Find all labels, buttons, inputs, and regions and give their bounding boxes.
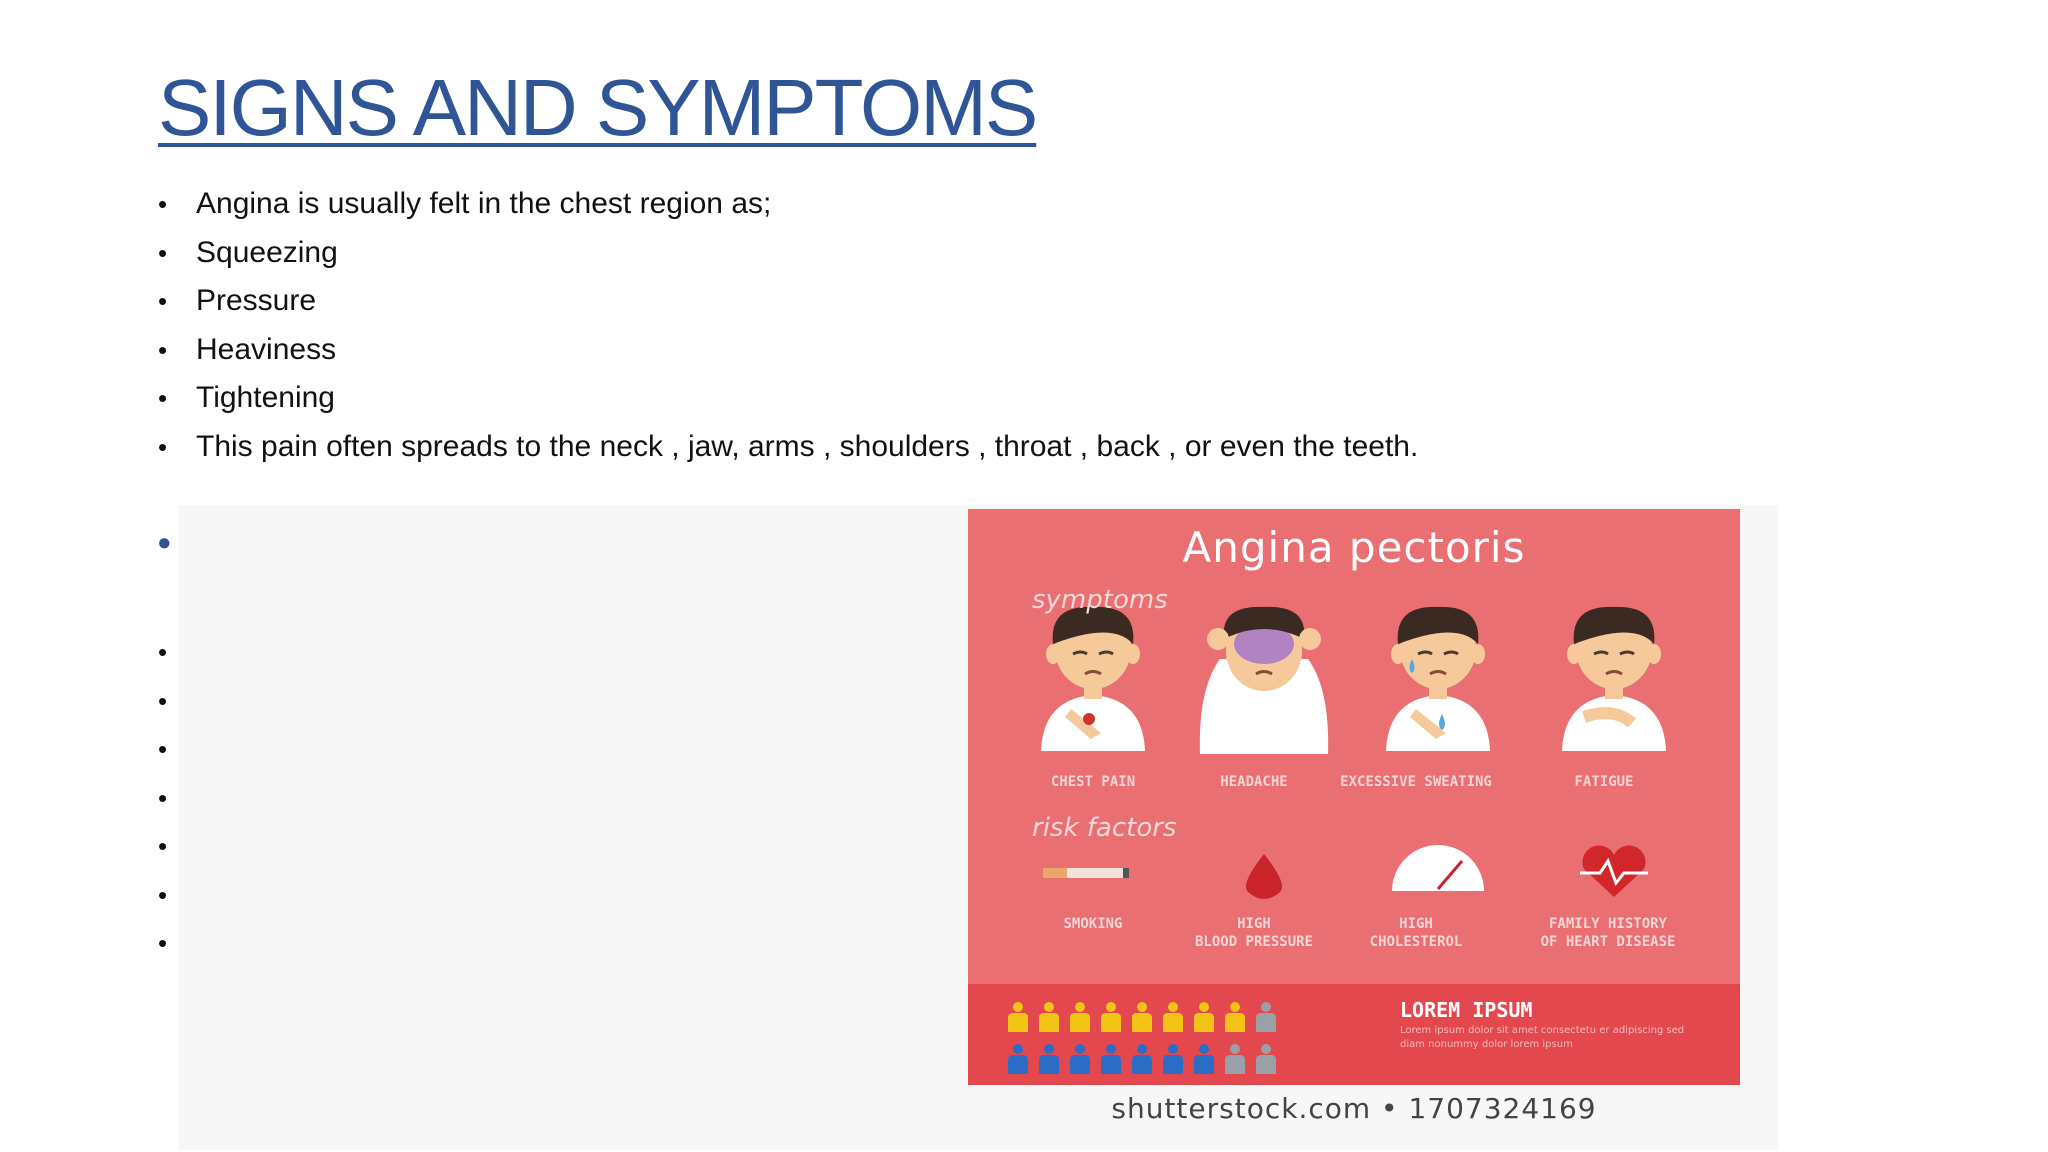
person-head	[1075, 1044, 1085, 1054]
risk-label-family-history	[1508, 915, 1708, 951]
person-body	[1163, 1055, 1183, 1074]
person-body	[1132, 1055, 1152, 1074]
main-symptom-item-text: Angina is usually felt in the chest region as;	[196, 187, 772, 220]
person-body	[1194, 1055, 1214, 1074]
bullet-glyph: •	[158, 928, 168, 958]
person-head	[1075, 1002, 1085, 1012]
person-head	[1199, 1044, 1209, 1054]
person-body	[1039, 1013, 1059, 1032]
person-head	[1168, 1002, 1178, 1012]
blood-drop-icon	[1246, 854, 1282, 899]
bullet-glyph: •	[158, 334, 168, 365]
person-body	[1256, 1013, 1276, 1032]
cigarette-filter	[1043, 868, 1067, 878]
main-symptom-item	[158, 374, 1418, 423]
main-symptom-list	[158, 180, 1418, 471]
person-body	[1101, 1055, 1121, 1074]
person-body	[1008, 1055, 1028, 1074]
person-icon	[1070, 1044, 1090, 1074]
statistics-band	[968, 984, 1740, 1085]
infographic-title: Angina pectoris	[1182, 523, 1526, 572]
person-head	[1106, 1002, 1116, 1012]
risk-label-line1: HIGH	[1399, 916, 1433, 932]
person-icon	[1070, 1002, 1090, 1032]
person-head	[1013, 1002, 1023, 1012]
bullet-glyph: •	[158, 637, 168, 667]
person-head	[1230, 1044, 1240, 1054]
person-head	[1044, 1044, 1054, 1054]
headache-figure	[1200, 607, 1328, 754]
main-symptom-item-text: Pressure	[196, 284, 317, 317]
person-icon	[1163, 1044, 1183, 1074]
person-head	[1137, 1002, 1147, 1012]
main-symptom-item	[158, 423, 1418, 472]
person-body	[1256, 1055, 1276, 1074]
bullet-glyph: •	[158, 237, 168, 268]
bullet-glyph: •	[158, 734, 168, 764]
person-icon	[1256, 1044, 1276, 1074]
person-head	[1261, 1002, 1271, 1012]
symptom-label-headache: HEADACHE	[1220, 774, 1288, 790]
risk-label-line2: CHOLESTEROL	[1369, 934, 1463, 950]
person-head	[1106, 1044, 1116, 1054]
angina-infographic	[968, 509, 1740, 1085]
ear-shape	[1647, 644, 1661, 664]
hand-shape	[1299, 628, 1321, 650]
bullet-glyph: •	[158, 189, 168, 219]
ear-shape	[1046, 644, 1060, 664]
sweating-figure	[1386, 607, 1490, 751]
gauge-face	[1392, 845, 1484, 891]
risk-label-smoking	[1003, 915, 1183, 933]
main-symptom-item-text: Heaviness	[196, 332, 337, 366]
main-symptom-item	[158, 277, 1418, 326]
person-icon	[1039, 1044, 1059, 1074]
person-head	[1168, 1044, 1178, 1054]
fatigue-figure	[1562, 607, 1666, 751]
ear-shape	[1471, 644, 1485, 664]
bullet-glyph: •	[158, 782, 168, 813]
main-symptom-item-text: Tightening	[196, 381, 335, 414]
gauge-icon	[1392, 845, 1484, 891]
person-body	[1132, 1013, 1152, 1032]
risk-label-line1: FAMILY HISTORY	[1548, 916, 1667, 932]
risk-label-line2: OF HEART DISEASE	[1540, 934, 1676, 950]
main-symptom-item	[158, 326, 1418, 375]
person-head	[1230, 1002, 1240, 1012]
ear-shape	[1391, 644, 1405, 664]
symptom-label-chest-pain: CHEST PAIN	[1050, 774, 1136, 790]
person-body	[1101, 1013, 1121, 1032]
person-head	[1261, 1044, 1271, 1054]
symptom-label-excessive-sweating: EXCESSIVE SWEATING	[1340, 774, 1492, 790]
bullet-glyph: •	[158, 831, 168, 861]
bullet-glyph: •	[158, 286, 168, 316]
blood-drop-shape	[1246, 854, 1282, 899]
person-body	[1070, 1013, 1090, 1032]
person-icon	[1039, 1002, 1059, 1032]
statistic-body: Lorem ipsum dolor sit amet consectetu er adipiscing sed diam nonummy dolor lorem ipsum	[1400, 1025, 1685, 1050]
person-icon	[1256, 1002, 1276, 1032]
bullet-glyph: •	[158, 879, 168, 910]
chest-pain-figure	[1041, 607, 1145, 751]
person-body	[1039, 1055, 1059, 1074]
risk-label-line2: BLOOD PRESSURE	[1194, 934, 1313, 950]
heart-shape	[1582, 845, 1645, 897]
statistic-title: LOREM IPSUM	[1400, 998, 1533, 1022]
shirt-shape	[1386, 695, 1490, 751]
hand-shape	[1207, 628, 1229, 650]
cigarette-tip	[1123, 868, 1129, 878]
person-icon	[1101, 1002, 1121, 1032]
pain-mark-icon	[1083, 713, 1095, 725]
person-icon	[1101, 1044, 1121, 1074]
ear-shape	[1126, 644, 1140, 664]
stock-watermark: shutterstock.com • 1707324169	[1111, 1092, 1597, 1125]
bullet-glyph: •	[158, 522, 171, 563]
person-body	[1225, 1013, 1245, 1032]
bullet-glyph: •	[158, 685, 168, 716]
person-body	[1163, 1013, 1183, 1032]
people-statistic-icons	[968, 984, 1398, 1085]
person-body	[1225, 1055, 1245, 1074]
symptoms-section-label: symptoms	[1032, 585, 1168, 615]
person-body	[1070, 1055, 1090, 1074]
person-body	[1194, 1013, 1214, 1032]
person-icon	[1132, 1044, 1152, 1074]
risk-label-cholesterol	[1326, 915, 1506, 951]
person-icon	[1225, 1002, 1245, 1032]
person-head	[1013, 1044, 1023, 1054]
person-icon	[1194, 1044, 1214, 1074]
person-icon	[1008, 1002, 1028, 1032]
person-icon	[1008, 1044, 1028, 1074]
person-icon	[1132, 1002, 1152, 1032]
main-symptom-item-text: This pain often spreads to the neck , jaw, arms , shoulders , throat , back , or even the teeth.	[196, 429, 1419, 463]
main-symptom-item	[158, 229, 1418, 278]
cigarette-icon	[1043, 868, 1129, 878]
person-body	[1008, 1013, 1028, 1032]
ear-shape	[1567, 644, 1581, 664]
person-head	[1044, 1002, 1054, 1012]
risk-label-line2: SMOKING	[1063, 916, 1123, 932]
main-symptom-item-text: Squeezing	[196, 235, 338, 269]
shirt-shape	[1562, 695, 1666, 751]
person-head	[1137, 1044, 1147, 1054]
risk-label-line1: HIGH	[1237, 916, 1271, 932]
person-head	[1199, 1002, 1209, 1012]
risk-factors-section-label: risk factors	[1032, 813, 1177, 843]
symptom-label-fatigue: FATIGUE	[1574, 774, 1634, 790]
bullet-glyph: •	[158, 383, 168, 413]
slide-title: SIGNS AND SYMPTOMS	[158, 63, 1037, 152]
person-icon	[1194, 1002, 1214, 1032]
person-icon	[1163, 1002, 1183, 1032]
main-symptom-item	[158, 180, 1418, 229]
person-icon	[1225, 1044, 1245, 1074]
risk-label-blood-pressure	[1164, 915, 1344, 951]
heart-icon	[1580, 845, 1648, 897]
bullet-glyph: •	[158, 431, 168, 462]
